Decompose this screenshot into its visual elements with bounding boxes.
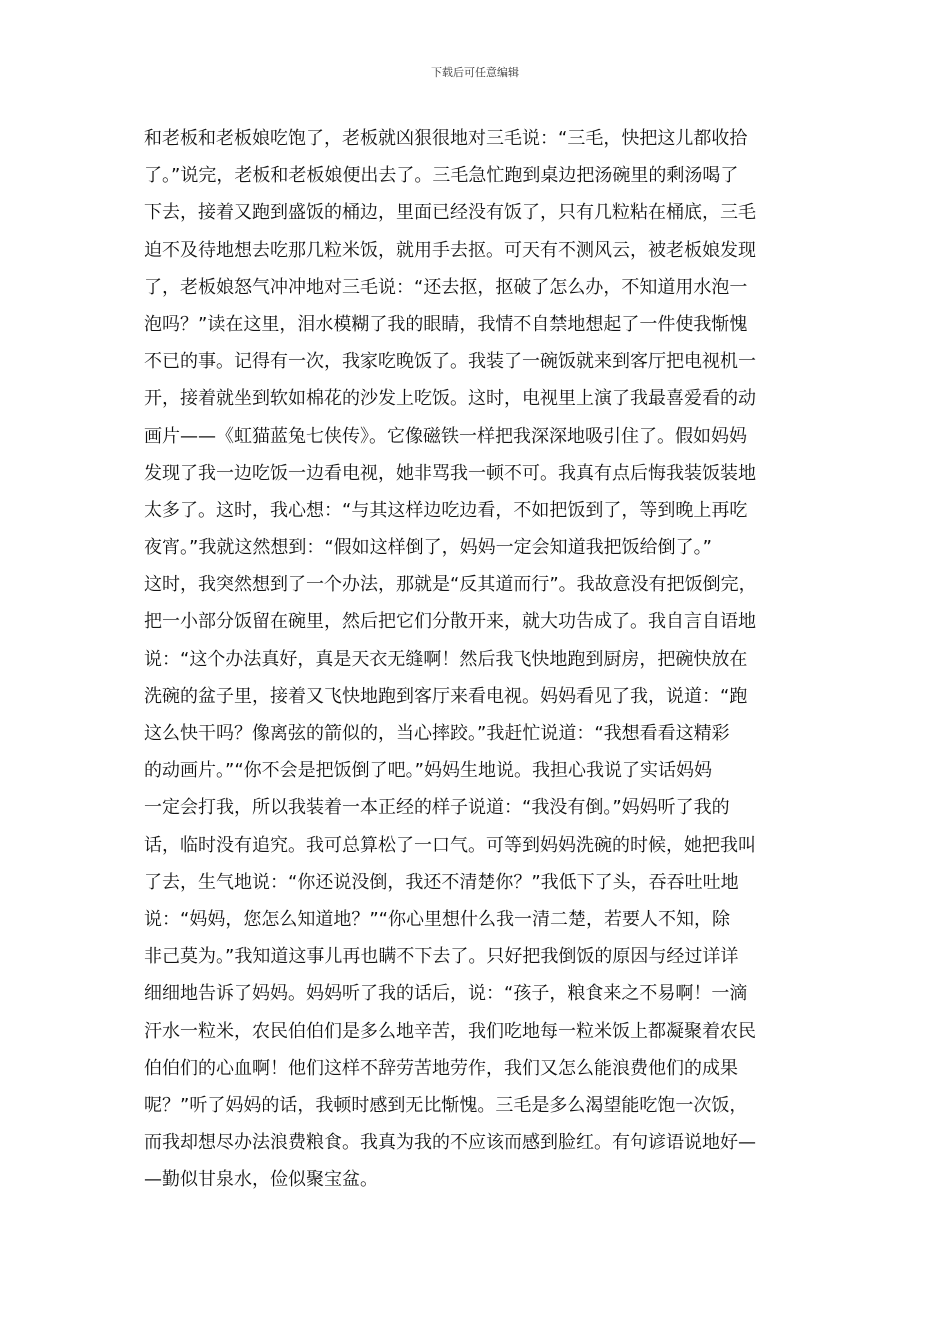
text-line: 话，临时没有追究。我可总算松了一口气。可等到妈妈洗碗的时候，她把我叫 [144, 834, 756, 856]
text-line: 这么快干吗？像离弦的箭似的，当心摔跤。”我赶忙说道：“我想看看这精彩 [144, 723, 730, 744]
text-line: 太多了。这时，我心想：“与其这样边吃边看，不如把饭到了，等到晚上再吃 [144, 499, 748, 521]
text-line: 伯伯们的心血啊！他们这样不辞劳苦地劳作，我们又怎么能浪费他们的成果 [144, 1057, 738, 1079]
text-line: 把一小部分饭留在碗里，然后把它们分散开来，就大功告成了。我自言自语地 [144, 611, 756, 633]
text-line: 不已的事。记得有一次，我家吃晚饭了。我装了一碗饭就来到客厅把电视机一 [144, 351, 756, 373]
text-line: 迫不及待地想去吃那几粒米饭，就用手去抠。可天有不测风云，被老板娘发现 [144, 239, 756, 261]
text-line: 下去，接着又跑到盛饭的桶边，里面已经没有饭了，只有几粒粘在桶底，三毛 [144, 202, 756, 224]
text-line: 画片——《虹猫蓝兔七侠传》。它像磁铁一样把我深深地吸引住了。假如妈妈 [144, 425, 747, 447]
text-line: 夜宵。”我就这然想到：“假如这样倒了，妈妈一定会知道我把饭给倒了。” [144, 537, 712, 559]
text-line: 说：“妈妈，您怎么知道地？”“你心里想什么我一清二楚，若要人不知，除 [144, 908, 730, 930]
text-line: 非己莫为。”我知道这事儿再也瞒不下去了。只好把我倒饭的原因与经过详详 [144, 946, 739, 968]
text-line: 和老板和老板娘吃饱了，老板就凶狠很地对三毛说：“三毛，快把这儿都收拾 [144, 128, 748, 149]
text-line: 发现了我一边吃饭一边看电视，她非骂我一顿不可。我真有点后悔我装饭装地 [144, 462, 756, 484]
text-line: 了，老板娘怒气冲冲地对三毛说：“还去抠，抠破了怎么办，不知道用水泡一 [144, 276, 748, 298]
page-header: 下载后可任意编辑 [431, 66, 519, 79]
text-line: 了去，生气地说：“你还说没倒，我还不清楚你？”我低下了头，吞吞吐吐地 [144, 871, 739, 893]
text-line: 一定会打我，所以我装着一本正经的样子说道：“我没有倒。”妈妈听了我的 [144, 797, 730, 819]
text-line: 开，接着就坐到软如棉花的沙发上吃饭。这时，电视里上演了我最喜爱看的动 [144, 388, 756, 410]
body-text [144, 120, 806, 1198]
text-line: 说：“这个办法真好，真是天衣无缝啊！然后我飞快地跑到厨房，把碗快放在 [144, 648, 748, 670]
text-line: 呢？”听了妈妈的话，我顿时感到无比惭愧。三毛是多么渴望能吃饱一次饭， [144, 1094, 748, 1116]
text-line: 泡吗？”读在这里，泪水模糊了我的眼睛，我情不自禁地想起了一件使我惭愧 [144, 313, 748, 335]
text-line: 洗碗的盆子里，接着又飞快地跑到客厅来看电视。妈妈看见了我，说道：“跑 [144, 685, 748, 707]
text-line: 的动画片。”“你不会是把饭倒了吧。”妈妈生地说。我担心我说了实话妈妈 [144, 760, 712, 782]
text-line: 这时，我突然想到了一个办法，那就是“反其道而行”。我故意没有把饭倒完， [144, 574, 757, 596]
text-line: 汗水一粒米，农民伯伯们是多么地辛苦，我们吃地每一粒米饭上都凝聚着农民 [144, 1020, 756, 1042]
text-line: 而我却想尽办法浪费粮食。我真为我的不应该而感到脸红。有句谚语说地好— [144, 1132, 756, 1154]
text-line: 了。”说完，老板和老板娘便出去了。三毛急忙跑到桌边把汤碗里的剩汤喝了 [144, 165, 739, 187]
text-line: 细细地告诉了妈妈。妈妈听了我的话后，说：“孩子，粮食来之不易啊！一滴 [144, 983, 748, 1005]
text-line: —勤似甘泉水，俭似聚宝盆。 [144, 1169, 378, 1191]
